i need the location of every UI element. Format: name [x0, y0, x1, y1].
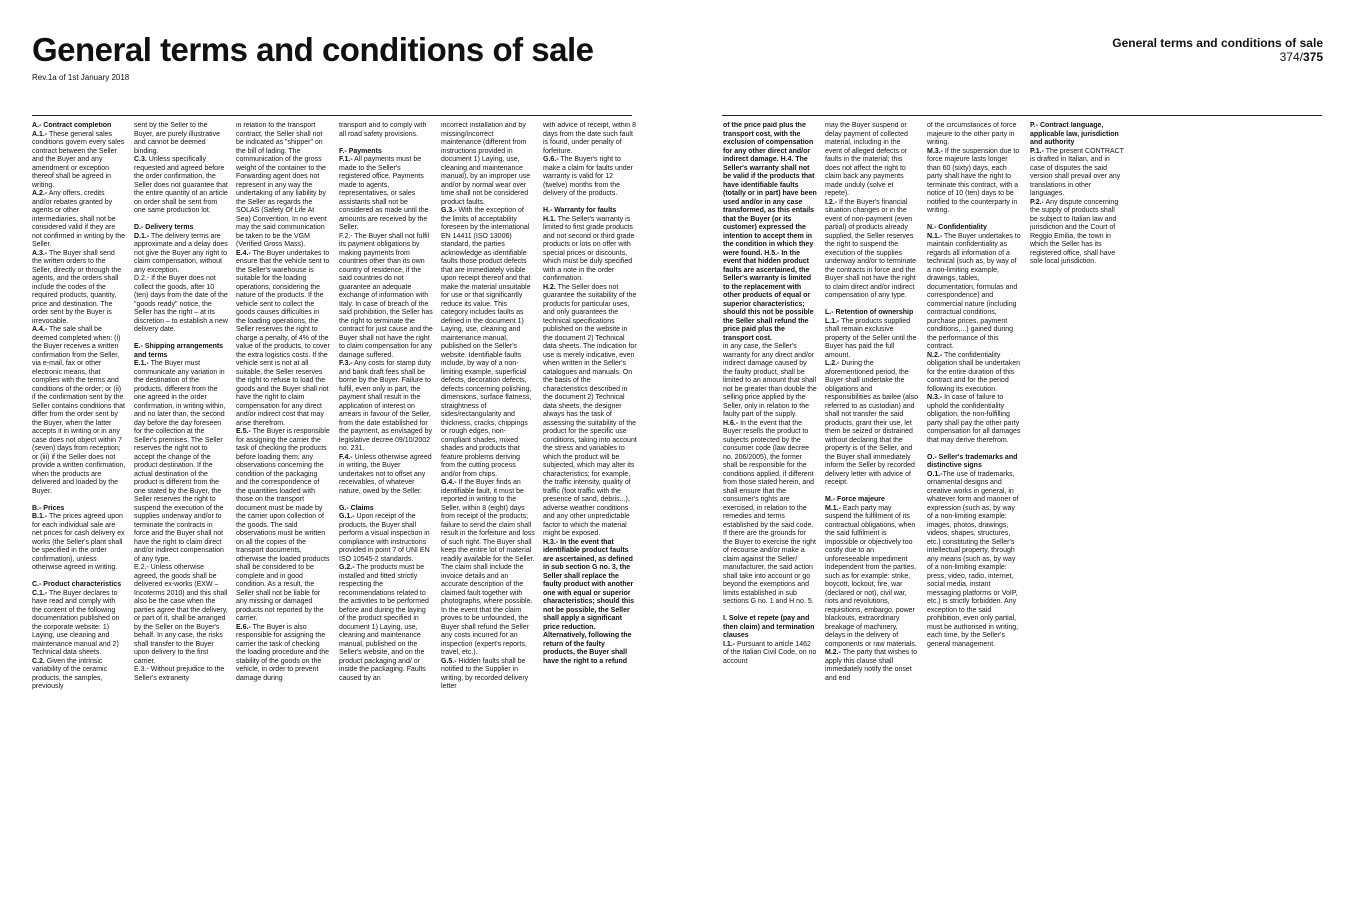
clause-number: G.6.-	[543, 156, 559, 163]
section-heading	[339, 148, 433, 157]
section-heading	[134, 343, 228, 360]
clause-text: In case of failure to uphold the confidentiality obligation, the non-fulfilling party shall pay the other party compensation for all damages that may derive therefrom.	[927, 394, 1021, 444]
section-heading-text: H.- Warranty for faults	[543, 207, 617, 214]
clause-number: N.3.-	[927, 394, 943, 401]
clause-number: A.4.-	[32, 326, 48, 333]
section-heading	[543, 207, 637, 216]
clause-number: P.2.-	[1030, 198, 1044, 206]
clause-paragraph	[339, 233, 433, 361]
clause-text: The sale shall be deemed completed when: (i) the Buyer receives a written confirmation from the Seller, via e-mail, fax or other electronic means, that complies with the terms and conditions of the order; or (ii) if the confirmation sent by the Seller contains conditions that differ from the order sent by the Buyer, when the latter accepts it in writing or in any case does not object within 7 (seven) days from reception; or (iii) if the Seller does not provide a written confirmation, when the products are delivered and loaded by the Buyer.	[32, 326, 126, 495]
clause-paragraph	[543, 122, 637, 156]
clause-paragraph	[441, 658, 535, 692]
clause-text: The Buyer declares to have read and comply with the content of the following documentation published on the corporate website: 1) Laying, use cleaning and maintenance manual and 2) Technical data sheets.	[32, 589, 120, 656]
clause-text: may the Buyer suspend or delay payment of collected material, including in the event of alleged defects or faults in the material; this does not affect the right to claim back any payments made unduly (solve et repete).	[825, 122, 908, 197]
clause-number: M.2.-	[825, 649, 841, 656]
clause-number: O.1.-	[927, 470, 943, 478]
text-column	[32, 122, 126, 882]
clause-paragraph	[825, 199, 919, 301]
clause-text: The party that wishes to apply this clause shall immediately notify the onset and end	[825, 649, 918, 682]
clause-text: F.2.- The Buyer shall not fulfil its payment obligations by making payments from countries other than its own country of residence, if the said countries do not guarantee an adequate exchange of information with Italy. In case of breach of the said prohibition, the Seller has the right to terminate the contract for just cause and the Buyer shall not have the right to claim compensation for any damage suffered.	[339, 232, 433, 359]
clause-text: transport and to comply with all road safety provisions.	[339, 122, 427, 138]
clause-paragraph	[825, 360, 919, 488]
clause-number: F.1.-	[339, 156, 353, 163]
section-heading	[32, 581, 126, 590]
clause-text: The Buyer shall send the written orders to the Seller, directly or through the agents, and the orders shall include the codes of the required products, quantity, price and destination. The order sent by the Buyer is irrevocable.	[32, 249, 122, 325]
clause-paragraph	[723, 641, 817, 667]
clause-text: D.2.- If the Buyer does not collect the goods, after 10 (ten) days from the date of the "goods ready" notice, the Seller has the right – at its discretion – to establish a new delivery date.	[134, 275, 228, 333]
clause-text: Hidden faults shall be notified to the Supplier in writing, by recorded delivery letter	[441, 657, 529, 690]
clause-paragraph	[927, 394, 1021, 445]
clause-paragraph	[236, 250, 330, 429]
clause-text: The Buyer is also responsible for assigning the carrier the task of checking the loading procedure and the stability of the goods on the vehicle, in order to prevent damage during	[236, 623, 330, 682]
clause-number: E.6.-	[236, 623, 251, 631]
clause-paragraph	[134, 156, 228, 216]
clause-number: L.2.-	[825, 360, 840, 367]
clause-paragraph	[1030, 148, 1124, 199]
clause-paragraph	[134, 275, 228, 335]
page-title: General terms and conditions of sale	[32, 31, 594, 68]
page-number-current: 374/	[1279, 50, 1303, 64]
clause-paragraph	[236, 624, 330, 684]
clause-bold-text: of the price paid plus the transport cost, with the exclusion of compensation for any other direct and/or indirect damage. H.4. The Seller's warranty shall not be valid if the products that have identifiable faults (totally or in part) have been used and/or in any case transformed, as this entails that the Buyer (or its customer) expressed the intention to accept them in the condition in which they were found. H.5.- In the event that hidden product faults are ascertained, the Seller's warranty is limited to the replacement with other products of equal or superior characteristics; should this not be possible the Seller shall refund the price paid plus the transport cost.	[723, 122, 817, 342]
clause-text: incorrect installation and by missing/incorrect maintenance (different from instructions provided in document 1) Laying, use, cleaning and maintenance manual), by an improper use and/or by normal wear over time shall not be considered product faults.	[441, 122, 531, 206]
clause-text: Given the intrinsic variability of the ceramic products, the samples, previously	[32, 657, 108, 690]
section-heading-text: E.- Shipping arrangements and terms	[134, 343, 224, 359]
clause-text: The Buyer must communicate any variation in the destination of the products, different from the one agreed in the order confirmation, in writing within, and no later than, the second day before the day foreseen for the collection at the Seller's premises. The Seller reserves the right not to accept the change of the product destination. If the actual destination of the product is different from the one stated by the Buyer, the Seller reserves the right to suspend the execution of the supplies underway and/or to terminate the contracts in force and the Buyer shall not have the right to claim direct and/or indirect compensation of any type.	[134, 360, 226, 563]
text-column	[441, 122, 535, 882]
clause-paragraph	[339, 156, 433, 233]
clause-number: E.4.-	[236, 249, 251, 257]
clause-text: E.3.- Without prejudice to the Seller's extraneity	[134, 666, 225, 682]
clause-number: B.1.-	[32, 513, 48, 520]
section-heading	[723, 615, 817, 641]
clause-text: The Buyer is responsible for assigning the carrier the task of checking the products before loading them; any observations concerning the condition of the packaging and the correspondence of the quantities loaded with those on the transport document must be made by the carrier upon collection of the goods. The said observations must be written on all the copies of the transport documents, otherwise the loaded products shall be considered to be complete and in good condition. As a result, the Seller shall not be liable for any missing or damaged products not reported by the carrier.	[236, 428, 330, 622]
clause-paragraph	[32, 190, 126, 250]
clause-number: H.1.	[543, 215, 556, 223]
clause-paragraph	[134, 666, 228, 683]
section-heading-text: O.- Seller's trademarks and distinctive signs	[927, 453, 1018, 469]
section-heading	[32, 505, 126, 514]
clause-bold-text: H.3.- In the event that identifiable product faults are ascertained, as defined in sub section G no. 3, the Seller shall replace the faulty product with another one with equal or superior characteristics; should this not be possible, the Seller shall apply a significant price reduction. Alternatively, following the return of the faulty products, the Buyer shall have the right to a refund	[543, 538, 635, 665]
revision-label: Rev.1a of 1st January 2018	[32, 73, 130, 82]
clause-text: Unless otherwise agreed in writing, the Buyer undertakes not to offset any receivables, of whatever nature, owed by the Seller.	[339, 453, 432, 495]
clause-paragraph	[441, 479, 535, 658]
clause-paragraph	[927, 233, 1021, 352]
clause-number: D.1.-	[134, 232, 150, 240]
section-heading-text: I. Solve et repete (pay and then claim) and termination clauses	[723, 615, 815, 639]
clause-text: Upon receipt of the products, the Buyer shall perform a visual inspection in compliance with instructions provided in point 7 of UNI EN ISO 10545-2 standards.	[339, 513, 430, 563]
clause-text: Any offers, credits and/or rebates granted by agents or other intermediaries, shall not be considered valid if they are not confirmed in writing by the Seller.	[32, 190, 125, 248]
clause-text: During the aforementioned period, the Buyer shall undertake the obligations and responsibilities as bailee (also referred to as custodian) and shall not transfer the said products, grant their use, let them be seized or distrained without declaring that the property is of the Seller, and the Buyer shall immediately inform the Seller by recorded delivery letter with advice of receipt.	[825, 360, 918, 486]
clause-number: I.1.-	[723, 640, 736, 648]
clause-paragraph	[543, 284, 637, 539]
clause-number: A.3.-	[32, 249, 48, 257]
clause-paragraph	[134, 122, 228, 156]
clause-paragraph	[339, 122, 433, 139]
section-heading-text: A.- Contract completion	[32, 122, 112, 129]
clause-text: E.2.- Unless otherwise agreed, the goods shall be delivered ex-works (EXW – Incoterms 2010) and this shall also be the case when the parties agree that the delivery, or part of it, shall be arranged by the Seller on the Buyer's behalf. In any case, the risks shall transfer to the Buyer upon delivery to the first carrier.	[134, 564, 228, 665]
clause-text: The confidentiality obligation shall be undertaken for the entire duration of this contract and for the period following its execution.	[927, 351, 1021, 393]
clause-text: Unless specifically requested and agreed before the order confirmation, the Seller does not guarantee that the entire quantity of an article on order shall be sent from one same production lot.	[134, 156, 228, 214]
clause-text: If the Buyer's financial situation changes or in the event of non-payment (even partial) of products already supplied, the Seller reserves the right to suspend the execution of the supplies underway and/or to terminate the contracts in force and the Buyer shall not have the right to claim direct and/or indirect compensation of any type.	[825, 198, 917, 299]
clause-number: E.1.-	[134, 360, 149, 367]
clause-paragraph	[723, 420, 817, 607]
clause-text: These general sales conditions govern every sales contract between the Seller and the Buyer and any amendment or exception thereof shall be agreed in writing.	[32, 130, 125, 189]
clause-text: The Buyer undertakes to ensure that the vehicle sent to the Seller's warehouse is suitable for the loading operations, considering the nature of the products. If the vehicle sent to collect the goods causes difficulties in the loading operations, the Seller reserves the right to charge a penalty, of 4% of the value of the products, to cover the extra logistics costs. If the vehicle sent is not at all suitable, the Seller reserves the right to refuse to load the goods and the Buyer shall not have the right to claim compensation for any direct and/or indirect cost that may arise therefrom.	[236, 249, 330, 427]
text-column	[339, 122, 433, 882]
left-page-rule	[32, 115, 632, 116]
clause-text: The use of trademarks, ornamental designs and creative works in general, in whatever form and manner of expression (such as, by way of a non-limiting example: images, photos, drawings, videos, shapes, structures, etc.) constituting the Seller's intellectual property, through any means (such as, by way of a non-limiting example: press, video, radio, internet, social media, instant messaging platforms or VoIP, etc.) is strictly forbidden. Any exception to the said prohibition, even only partial, must be authorised in writing, each time, by the Seller's general management.	[927, 470, 1019, 648]
clause-paragraph	[543, 156, 637, 199]
clause-number: G.4.-	[441, 479, 457, 486]
text-column	[543, 122, 637, 882]
clause-number: F.3.-	[339, 360, 353, 367]
clause-paragraph	[825, 649, 919, 683]
clause-text: of the circumstances of force majeure to the other party in writing.	[927, 122, 1017, 146]
clause-paragraph	[32, 131, 126, 191]
clause-text: The delivery terms are approximate and a delay does not give the Buyer any right to claim compensation, without any exception.	[134, 232, 228, 274]
clause-number: G.1.-	[339, 513, 355, 520]
clause-paragraph	[723, 343, 817, 420]
clause-paragraph	[236, 122, 330, 250]
clause-paragraph	[1030, 199, 1124, 267]
text-column	[236, 122, 330, 882]
clause-number: G.5.-	[441, 657, 457, 665]
clause-paragraph	[339, 513, 433, 564]
clause-number: P.1.-	[1030, 147, 1044, 155]
clause-text: with advice of receipt, within 8 days from the date such fault is found, under penalty of forfeiture.	[543, 122, 636, 155]
clause-paragraph	[927, 122, 1021, 148]
clause-number: H.6.-	[723, 419, 739, 427]
section-heading-text: D.- Delivery terms	[134, 224, 194, 231]
page-number-total: 375	[1302, 50, 1323, 64]
section-heading	[32, 122, 126, 131]
clause-number: A.2.-	[32, 190, 48, 197]
clause-text: In the event that the Buyer resells the product to subjects protected by the consumer code (law decree no. 206/2005), the former shall be responsible for the conditions applied, if different from those stated herein, and shall ensure that the consumer's rights are exercised, in relation to the remedies and terms established by the said code. If there are the grounds for the Buyer to exercise the right of recourse and/or make a claim against the Seller/ manufacturer, the said action shall take into account or go beyond the exemptions and limits established in sub sections G no. 1 and H no. 5.	[723, 419, 816, 605]
section-heading	[1030, 122, 1124, 148]
clause-text: Each party may suspend the fulfilment of its contractual obligations, when the said fulfilment is impossible or objectively too costly due to an unforeseeable impediment independent from the parties, such as for example: strike, boycott, lockout, fire, war (declared or not), civil war, riots and revolutions, requisitions, embargo, power blackouts, extraordinary breakage of machinery, delays in the delivery of components or raw materials.	[825, 504, 917, 648]
clause-text: With the exception of the limits of acceptability foreseen by the international EN 14411 (ISO 13006) standard, the parties acknowledge as identifiable faults those product defects that are immediately visible upon receipt thereof and that make the material unsuitable for use or that significantly reduce its value. This category includes faults as defined in the document 1) Laying, use, cleaning and maintenance manual, published on the Seller's website. Identifiable faults include, by way of a non-limiting example, superficial defects, decoration defects, defects concerning polishing, dimensions, surface flatness, straightness of sides/rectangularity and thickness, cracks, chippings or rough edges, non-compliant shades, mixed shades and products that feature problems deriving from the cutting process and/or from chips.	[441, 207, 532, 478]
clause-paragraph	[134, 233, 228, 276]
clause-text: The Seller does not guarantee the suitability of the products for particular uses, and only guarantees the technical specifications published on the website in the document 2) Technical data sheets. The indication for use is merely indicative, even when written in the Seller's catalogues and manuals. On the basis of the characteristics described in the document 2) Technical data sheets, the designer always has the task of assessing the suitability of the product for the specific use conditions, taking into account the stress and variables to which the product will be subjected, which may alter its characteristics; for example, the traffic intensity, quality of traffic (foot traffic with the presence of sand, debris...), adverse weather conditions and any other unpredictable factor to which the material might be exposed.	[543, 283, 637, 537]
clause-number: E.5.-	[236, 428, 251, 435]
clause-paragraph	[441, 122, 535, 207]
page-number	[1280, 50, 1323, 64]
clause-paragraph	[32, 590, 126, 658]
text-column	[723, 122, 817, 882]
clause-paragraph	[339, 454, 433, 497]
clause-number: M.3.-	[927, 147, 943, 155]
clause-paragraph	[236, 428, 330, 624]
clause-number: C.3.	[134, 156, 147, 163]
clause-text: If the suspension due to force majeure lasts longer than 60 (sixty) days, each party shall have the right to terminate this contract, with a notice of 10 (ten) days to be notified to the counterparty in writing.	[927, 147, 1020, 214]
text-column	[134, 122, 228, 882]
clause-paragraph	[543, 539, 637, 667]
clause-paragraph	[134, 564, 228, 666]
section-heading-text: F.- Payments	[339, 147, 382, 155]
running-title: General terms and conditions of sale	[1112, 36, 1323, 50]
clause-paragraph	[32, 326, 126, 496]
clause-number: M.1.-	[825, 504, 841, 512]
section-heading-text: C.- Product characteristics	[32, 581, 122, 588]
section-heading	[134, 224, 228, 233]
clause-paragraph	[32, 513, 126, 573]
clause-number: C.1.-	[32, 589, 48, 597]
section-heading-text: N.- Confidentiality	[927, 224, 987, 231]
clause-number: G.2.-	[339, 564, 355, 571]
clause-number: I.2.-	[825, 198, 838, 206]
clause-number: H.2.	[543, 283, 556, 291]
clause-text: sent by the Seller to the Buyer, are purely illustrative and cannot be deemed binding.	[134, 122, 220, 155]
clause-paragraph	[723, 122, 817, 343]
section-heading	[825, 496, 919, 505]
clause-paragraph	[441, 207, 535, 479]
clause-paragraph	[134, 360, 228, 564]
clause-text: in relation to the transport contract, the Seller shall not be indicated as "shipper" on the bill of lading. The communication of the gross weight of the container to the Forwarding agent does not represent in any way the undertaking of any liability by the Seller as regards the SOLAS (Safety Of Life At Sea) Convention. In no event may the said communication be taken to be the VGM (Verified Gross Mass).	[236, 122, 327, 248]
clause-number: C.2.	[32, 657, 45, 665]
clause-text: The Seller's warranty is limited to first grade products and not second or third grade products or lots on offer with special prices or discounts, which must be duly specified with a note in the order confirmation.	[543, 215, 635, 282]
clause-text: The Buyer's right to make a claim for faults under warranty is valid for 12 (twelve) months from the delivery of the products.	[543, 156, 633, 197]
section-heading	[927, 224, 1021, 233]
clause-number: N.2.-	[927, 351, 943, 359]
section-heading	[927, 454, 1021, 471]
section-heading-text: B.- Prices	[32, 504, 65, 512]
clause-paragraph	[825, 505, 919, 650]
clause-text: Pursuant to article 1462 of the Italian Civil Code, on no account	[723, 640, 817, 665]
section-heading-text: M.- Force majeure	[825, 496, 885, 503]
clause-paragraph	[825, 122, 919, 199]
clause-paragraph	[825, 318, 919, 361]
section-heading-text: G.- Claims	[339, 504, 374, 512]
clause-text: in any case, the Seller's warranty for any direct and/or indirect damage caused by the faulty product, shall be limited to an amount that shall not be greater than double the selling price applied by the Seller, only in relation to the faulty part of the supply.	[723, 343, 817, 418]
clause-text: The prices agreed upon for each individual sale are net prices for cash delivery ex works (the Seller's plant shall be specified in the order confirmation), unless otherwise agreed in writing.	[32, 513, 125, 571]
clause-paragraph	[339, 360, 433, 454]
clause-paragraph	[543, 216, 637, 284]
clause-paragraph	[339, 564, 433, 683]
clause-text: The present CONTRACT is drafted in Italian, and in case of disputes the said version shall prevail over any translations in other languages.	[1030, 147, 1124, 197]
clause-text: Any dispute concerning the supply of products shall be subject to Italian law and jurisdiction and the Court of Reggio Emilia, the town in which the Seller has its registered office, shall have sole local jurisdiction.	[1030, 198, 1119, 265]
section-heading-text: L.- Retention of ownership	[825, 309, 914, 316]
section-heading-text: P.- Contract language, applicable law, jurisdiction and authority	[1030, 122, 1119, 146]
text-column	[825, 122, 919, 882]
clause-text: Any costs for stamp duty and bank draft fees shall be borne by the Buyer. Failure to fulfil, even only in part, the payment shall result in the application of interest on arrears in favour of the Seller, from the date established for the payment, as envisaged by legislative decree 09/10/2002 no. 231.	[339, 360, 433, 452]
clause-text: All payments must be made to the Seller's registered office. Payments made to agents, representatives, or sales assistants shall not be considered as made until the amounts are received by the Seller.	[339, 156, 429, 231]
clause-paragraph	[927, 471, 1021, 650]
clause-text: The Buyer undertakes to maintain confidentiality as regards all information of a technical (such as, by way of a non-limiting example, drawings, tables, documentation, formulas and correspondence) and commercial nature (including contractual conditions, purchase prices, payment conditions,...) gained during the performance of this contract.	[927, 232, 1021, 350]
text-column	[1030, 122, 1124, 882]
clause-paragraph	[32, 250, 126, 327]
clause-text: If the Buyer finds an identifiable fault, it must be reported in writing to the Seller, within 8 (eight) days from receipt of the products; failure to send the claim shall result in the forfeiture and loss of such right. The Buyer shall keep the entire lot of material readily available for the Seller. The claim shall include the invoice details and an accurate description of the claimed fault together with photographs, where possible. In the event that the claim proves to be unfounded, the Buyer shall refund the Seller any costs incurred for an inspection (expert's reports, travel, etc.).	[441, 479, 535, 656]
right-page-rule	[722, 115, 1322, 116]
clause-number: G.3.-	[441, 207, 457, 214]
clause-number: N.1.-	[927, 232, 943, 240]
clause-paragraph	[927, 148, 1021, 216]
text-column	[927, 122, 1021, 882]
clause-paragraph	[32, 658, 126, 692]
section-heading	[825, 309, 919, 318]
clause-text: The products must be installed and fitted strictly respecting the recommendations related to the activities to be performed before and during the laying of the product specified in document 1) Laying, use, cleaning and maintenance manual, published on the Seller's website, and on the product packaging and/ or inside the packaging. Faults caused by an	[339, 564, 429, 682]
clause-number: L.1.-	[825, 317, 840, 325]
clause-text: The products supplied shall remain exclusive property of the Seller until the Buyer has paid the full amount.	[825, 317, 917, 359]
clause-number: A.1.-	[32, 130, 48, 138]
clause-number: F.4.-	[339, 453, 353, 461]
section-heading	[339, 505, 433, 514]
clause-paragraph	[927, 352, 1021, 395]
